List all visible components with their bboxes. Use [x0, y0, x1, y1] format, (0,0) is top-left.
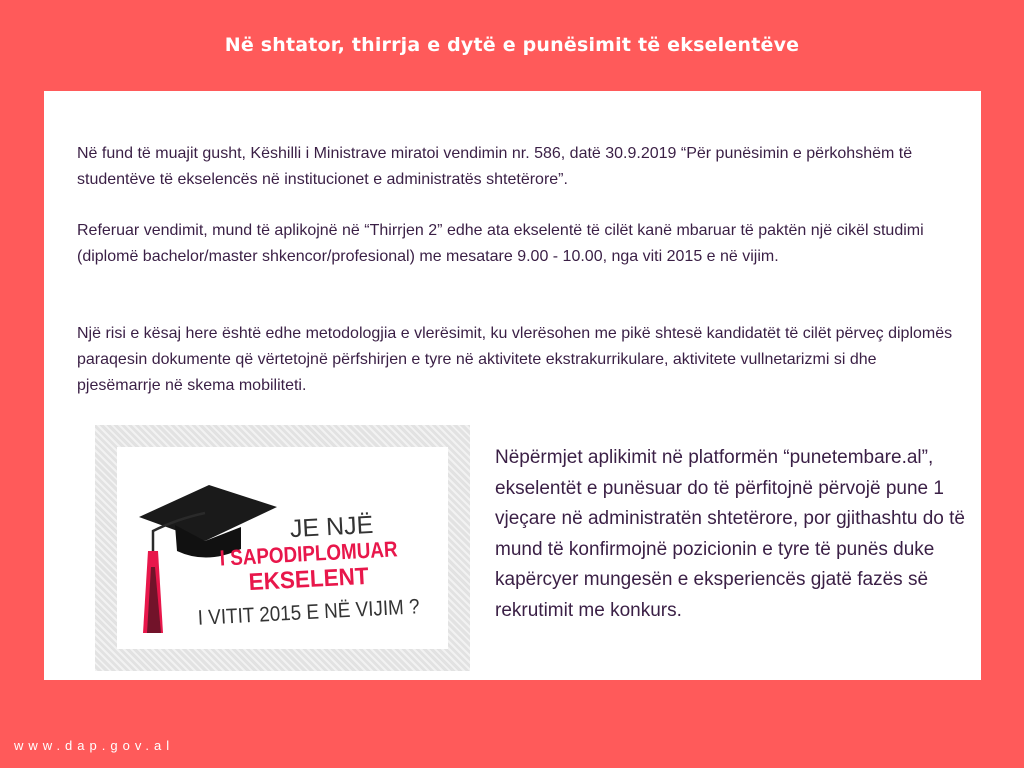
image-line-4: I VITIT 2015 E NË VIJIM ? — [197, 593, 446, 630]
promo-graphic — [117, 447, 448, 649]
image-line-3: EKSELENT — [247, 562, 378, 597]
content-card — [44, 91, 981, 680]
footer-url[interactable]: www.dap.gov.al — [14, 738, 175, 753]
page-title: Në shtator, thirrja e dytë e punësimit të ekselentëve — [224, 34, 800, 56]
paragraph-decision: Në fund të muajit gusht, Këshilli i Ministrave miratoi vendimin nr. 586, datë 30.9.2019 “Për punësimin e përkohshëm të studentëve të ekselencës në institucionet e administratës shtetërore”. — [77, 145, 913, 188]
image-line-1: JE NJË — [289, 510, 374, 544]
side-paragraph: Nëpërmjet aplikimit në platformën “punetembare.al”, ekselentët e punësuar do të përfitojnë përvojë pune 1 vjeçare në administratën shtetërore, por gjithashtu do të mund të konfirmojnë pozicionin e tyre të punës duke kapërcyer mungesën e eksperiencës gjatë fazës së rekrutimit me konkurs. — [495, 447, 965, 621]
promo-image-inner — [117, 447, 448, 649]
paragraph-eligibility: Referuar vendimit, mund të aplikojnë në “Thirrjen 2” edhe ata ekselentë të cilët kanë mbaruar të paktën një cikël studimi (diplomë bachelor/master shkencor/profesional) me mesatare 9.00 - 10.00, nga viti 2015 e në vijim. — [77, 222, 924, 265]
paragraph-methodology: Një risi e kësaj here është edhe metodologjia e vlerësimit, ku vlerësohen me pikë shtesë kandidatët të cilët përveç diplomës paraqesin dokumente që vërtetojnë përfshirjen e tyre në aktivitete ekstrakurrikulare, aktivitete vullnetarizmi si dhe pjesëmarrje në skema mobiliteti. — [77, 325, 953, 394]
image-line-2: I SAPODIPLOMUAR — [219, 534, 428, 571]
promo-image — [95, 425, 470, 671]
